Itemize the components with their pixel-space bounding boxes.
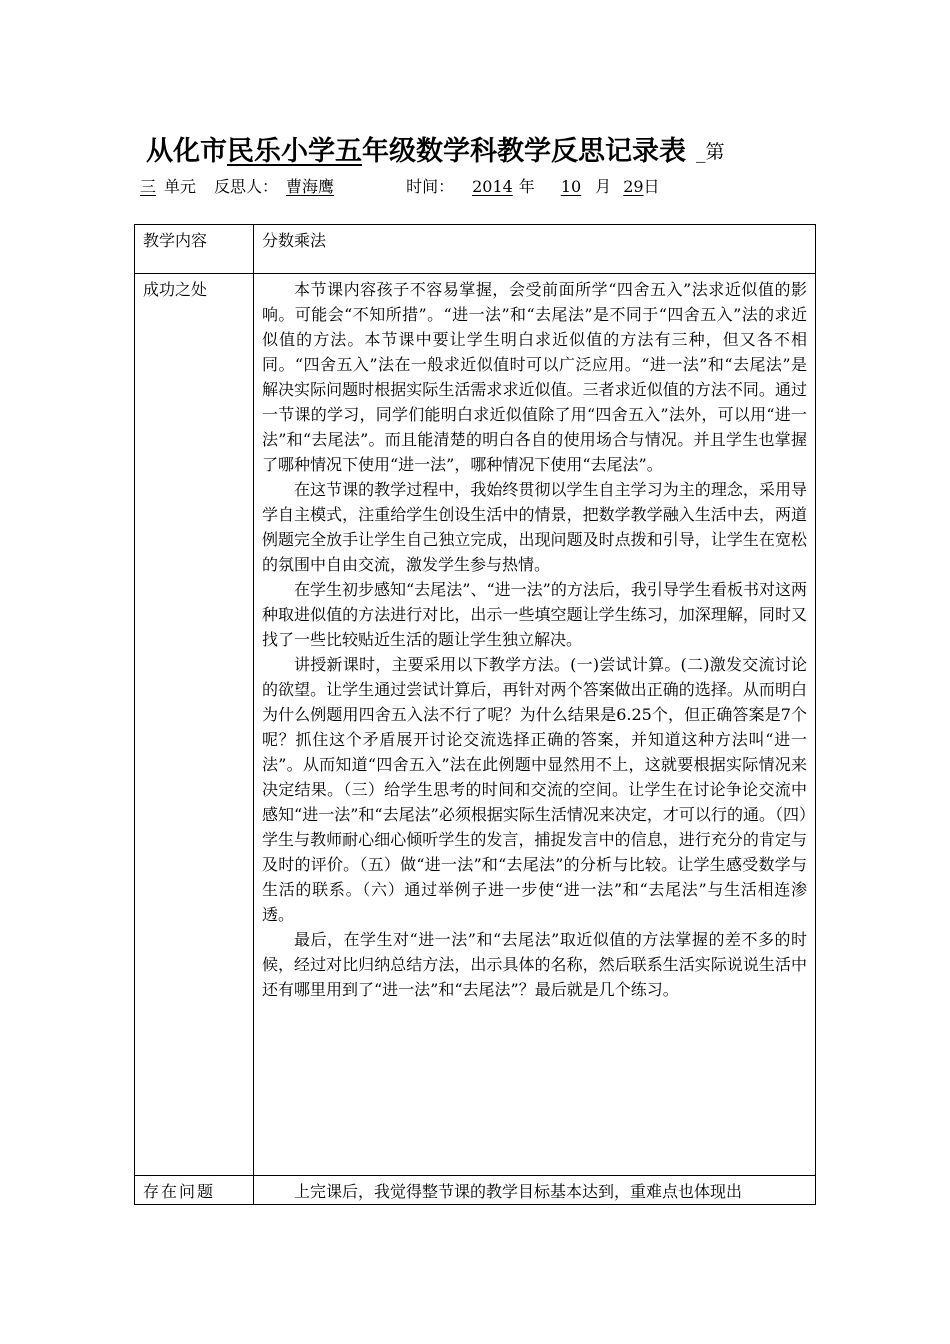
school-name: 民乐小学 bbox=[227, 136, 335, 167]
row-content bbox=[254, 1176, 816, 1205]
document-title bbox=[146, 132, 826, 172]
title-prefix: 从化市 bbox=[146, 136, 227, 167]
content-paragraph: 上完课后，我觉得整节课的教学目标基本达到，重难点也体现出 bbox=[294, 1182, 743, 1201]
table-row bbox=[135, 1176, 816, 1205]
content-paragraph: 在学生初步感知“去尾法”、“进一法”的方法后，我引导学生看板书对这两种取进似值的方法进行对比，出示一些填空题让学生练习，加深理解，同时又找了一些比较贴近生活的题让学生独立解决。 bbox=[262, 580, 807, 649]
unit-label: 单元 bbox=[164, 177, 197, 196]
content-paragraph: 在这节课的教学过程中，我始终贯彻以学生自主学习为主的理念，采用导学自主模式，注重给学生创设生活中的情景，把数学教学融入生活中去，两道例题完全放手让学生自己独立完成，出现问题及时点拨和引导，让学生在宽松的氛围中自由交流，激发学生参与热情。 bbox=[262, 480, 807, 574]
time-label: 时间： bbox=[406, 177, 455, 196]
content-paragraph: 讲授新课时，主要采用以下教学方法。(一)尝试计算。(二)激发交流讨论的欲望。让学生通过尝试计算后，再针对两个答案做出正确的选择。从而明白为什么例题用四舍五入法不行了呢？为什么结果是6.25个，但正确答案是7个呢？抓住这个矛盾展开讨论交流选择正确的答案，并知道这种方法叫“进一法”。从而知道“四舍五入”法在此例题中显然用不上，这就要根据实际情况来决定结果。（三）给学生思考的时间和交流的空间。让学生在讨论争论交流中感知“进一法”和“去尾法”必须根据实际生活情况来决定，才可以行的通。（四）学生与教师耐心细心倾听学生的发言，捕捉发言中的信息，进行充分的肯定与及时的评价。（五）做“进一法”和“去尾法”的分析与比较。让学生感受数学与生活的联系。（六）通过举例子进一步使“进一法”和“去尾法”与生活相连渗透。 bbox=[262, 655, 807, 924]
content-paragraph: 本节课内容孩子不容易掌握，会受前面所学“四舍五入”法求近似值的影响。可能会“不知所措”。“进一法”和“去尾法”是不同于“四舍五入”法的求近似值的方法。本节课中要让学生明白求近似值的方法有三种，但又各不相同。“四舍五入”法在一般求近似值时可以广泛应用。“进一法”和“去尾法”是解决实际问题时根据实际生活需求求近似值。三者求近似值的方法不同。通过一节课的学习，同学们能明白求近似值除了用“四舍五入”法外，可以用“进一法”和“去尾法”。而且能清楚的明白各自的使用场合与情况。并且学生也掌握了哪种情况下使用“进一法”，哪种情况下使用“去尾法”。 bbox=[262, 280, 807, 474]
reflector-label: 反思人： bbox=[214, 177, 279, 196]
reflection-table bbox=[134, 224, 816, 1205]
info-line bbox=[140, 174, 660, 200]
content-paragraph: 分数乘法 bbox=[262, 231, 327, 250]
title-tail: _第 bbox=[696, 141, 725, 163]
content-paragraph: 最后，在学生对“进一法”和“去尾法”取近似值的方法掌握的差不多的时候，经过对比归纳总结方法，出示具体的名称，然后联系生活实际说说生活中还有哪里用到了“进一法”和“去尾法”？最后就是几个练习。 bbox=[262, 930, 807, 999]
table-row bbox=[135, 274, 816, 1176]
unit-number: 三 bbox=[140, 177, 157, 196]
row-content bbox=[254, 274, 816, 1176]
row-label: 成功之处 bbox=[135, 274, 254, 1176]
day-value: 29 bbox=[623, 177, 644, 196]
row-content bbox=[254, 225, 816, 274]
row-label: 存在问题 bbox=[135, 1176, 254, 1205]
row-label: 教学内容 bbox=[135, 225, 254, 274]
grade-value: 五 bbox=[335, 136, 362, 167]
title-suffix: 年级数学科教学反思记录表 bbox=[362, 136, 686, 167]
month-value: 10 bbox=[560, 177, 582, 196]
year-value: 2014 bbox=[472, 177, 513, 196]
day-unit: 日 bbox=[643, 177, 660, 196]
year-unit: 年 bbox=[518, 177, 535, 196]
reflector-name: 曹海鹰 bbox=[286, 177, 335, 196]
month-unit: 月 bbox=[595, 177, 612, 196]
table-row bbox=[135, 225, 816, 274]
